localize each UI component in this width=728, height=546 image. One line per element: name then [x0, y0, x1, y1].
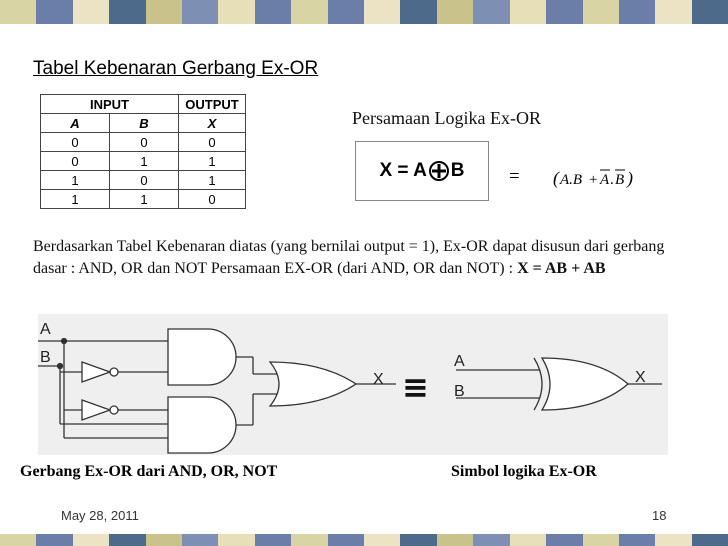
- band-stripe: [437, 534, 473, 546]
- inverter-bubble: [110, 406, 118, 414]
- input-header: INPUT: [41, 95, 179, 114]
- symbol-a-label: A: [454, 353, 465, 370]
- band-stripe: [510, 534, 546, 546]
- band-stripe: [0, 534, 36, 546]
- cell: 1: [41, 190, 110, 209]
- circuit-caption-right: Simbol logika Ex-OR: [451, 463, 597, 480]
- band-stripe: [146, 0, 182, 24]
- equals-sign: =: [509, 166, 520, 187]
- band-stripe: [473, 0, 509, 24]
- slide-title: Tabel Kebenaran Gerbang Ex-OR: [33, 58, 319, 79]
- band-stripe: [36, 0, 72, 24]
- and-gate-top: [168, 329, 236, 385]
- formula-term-ab: A.B: [560, 172, 583, 188]
- sop-formula: [551, 158, 637, 194]
- cell: 1: [179, 152, 246, 171]
- cell: 1: [110, 190, 179, 209]
- band-stripe: [400, 0, 436, 24]
- cell: 1: [179, 171, 246, 190]
- cell: 0: [179, 133, 246, 152]
- equation-rhs: B: [450, 160, 465, 181]
- xor-extra-arc: [534, 358, 542, 410]
- band-stripe: [473, 534, 509, 546]
- band-stripe: [400, 534, 436, 546]
- equation-lhs: X = A: [379, 160, 427, 181]
- formula-dot: .: [610, 172, 614, 188]
- symbol-b-label: B: [454, 383, 465, 400]
- band-stripe: [291, 534, 327, 546]
- band-stripe: [218, 0, 254, 24]
- band-stripe: [36, 534, 72, 546]
- cell: 0: [41, 133, 110, 152]
- band-stripe: [255, 0, 291, 24]
- truth-table: [40, 94, 246, 209]
- formula-plus: +: [589, 172, 598, 188]
- table-row: [41, 171, 246, 190]
- circuit-caption-left: Gerbang Ex-OR dari AND, OR, NOT: [20, 463, 278, 480]
- band-stripe: [583, 0, 619, 24]
- band-stripe: [655, 534, 691, 546]
- bottom-decor-band: [0, 534, 728, 546]
- band-stripe: [0, 0, 36, 24]
- cell: 1: [41, 171, 110, 190]
- band-stripe: [218, 534, 254, 546]
- table-row: [41, 152, 246, 171]
- band-stripe: [546, 534, 582, 546]
- cell: 0: [179, 190, 246, 209]
- band-stripe: [182, 0, 218, 24]
- formula-b-bar: B: [615, 172, 625, 188]
- band-stripe: [655, 0, 691, 24]
- output-header: OUTPUT: [179, 95, 246, 114]
- band-stripe: [619, 0, 655, 24]
- description-bold-equation: X = AB + AB: [517, 260, 606, 277]
- band-stripe: [73, 534, 109, 546]
- col-x-header: X: [179, 114, 246, 133]
- band-stripe: [692, 0, 728, 24]
- band-stripe: [692, 534, 728, 546]
- output-x-label: X: [373, 371, 384, 388]
- band-stripe: [109, 534, 145, 546]
- band-stripe: [619, 534, 655, 546]
- band-stripe: [146, 534, 182, 546]
- truth-table-col-header: [41, 114, 246, 133]
- band-stripe: [364, 534, 400, 546]
- band-stripe: [546, 0, 582, 24]
- band-stripe: [328, 534, 364, 546]
- xor-gate-symbol: [542, 358, 628, 410]
- table-row: [41, 133, 246, 152]
- col-b-header: B: [110, 114, 179, 133]
- input-a-label: A: [40, 321, 51, 338]
- band-stripe: [510, 0, 546, 24]
- band-stripe: [364, 0, 400, 24]
- junction-dot: [62, 339, 67, 344]
- cell: 1: [110, 152, 179, 171]
- cell: 0: [41, 152, 110, 171]
- band-stripe: [73, 0, 109, 24]
- description-paragraph: [33, 236, 683, 280]
- band-stripe: [437, 0, 473, 24]
- cell: 0: [110, 171, 179, 190]
- inverter-bubble: [110, 368, 118, 376]
- equation-caption: Persamaan Logika Ex-OR: [352, 108, 541, 128]
- xor-circuit-diagram: [38, 314, 668, 455]
- truth-table-group-header: [41, 95, 246, 114]
- band-stripe: [291, 0, 327, 24]
- formula-open-paren: (: [553, 168, 559, 188]
- band-stripe: [328, 0, 364, 24]
- top-decor-band: [0, 0, 728, 24]
- band-stripe: [583, 534, 619, 546]
- xor-operator-icon: [428, 160, 450, 182]
- col-a-header: A: [41, 114, 110, 133]
- band-stripe: [182, 534, 218, 546]
- not-gate-b: [82, 362, 110, 382]
- cell: 0: [110, 133, 179, 152]
- band-stripe: [109, 0, 145, 24]
- input-b-label: B: [40, 349, 51, 366]
- junction-dot: [58, 364, 63, 369]
- or-gate: [270, 362, 356, 406]
- xor-equation-box: [355, 141, 489, 201]
- band-stripe: [255, 534, 291, 546]
- description-text: Berdasarkan Tabel Kebenaran diatas (yang bernilai output = 1), Ex-OR dapat disusun dari gerbang dasar : AND, OR dan NOT Persamaan EX-OR (dari AND, OR dan NOT) :: [33, 238, 665, 277]
- not-gate-a: [82, 400, 110, 420]
- formula-a-bar: A: [600, 172, 610, 188]
- circuit-svg: [38, 314, 668, 455]
- footer-date: May 28, 2011: [61, 508, 139, 523]
- symbol-x-label: X: [635, 369, 646, 386]
- and-gate-bottom: [168, 397, 236, 453]
- page-number: 18: [652, 508, 667, 523]
- table-row: [41, 190, 246, 209]
- equivalence-icon: ≡: [402, 368, 429, 406]
- formula-close-paren: ): [627, 168, 633, 188]
